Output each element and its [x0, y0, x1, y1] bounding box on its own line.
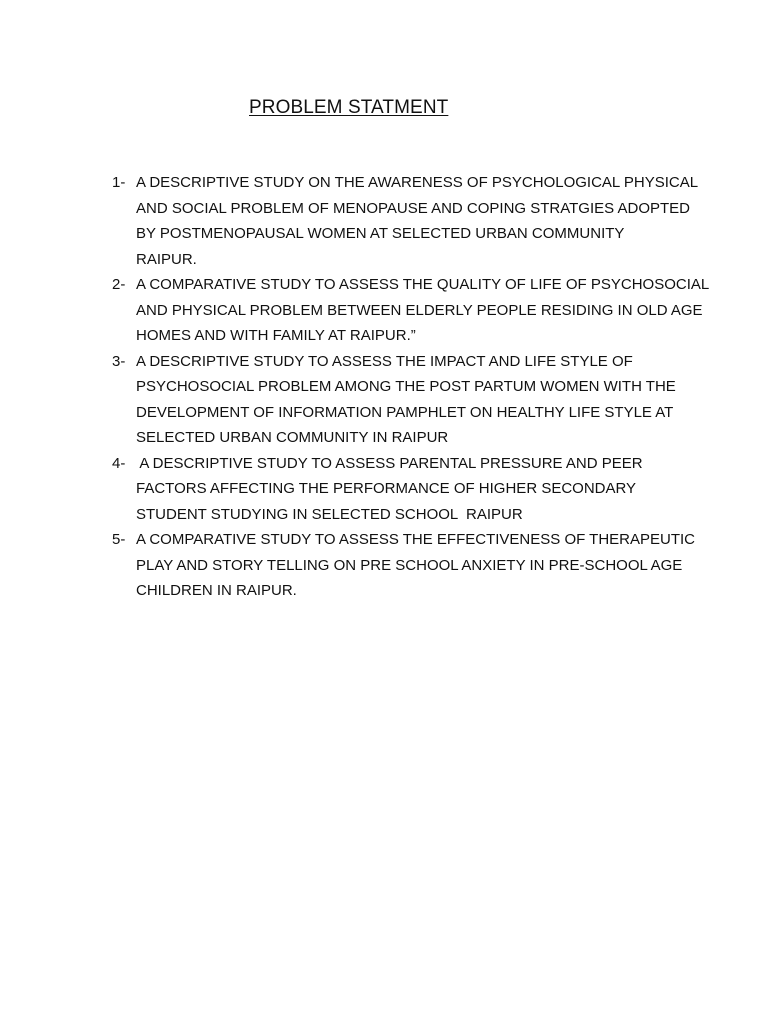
list-item — [112, 272, 710, 349]
list-item — [112, 170, 699, 272]
page-title: PROBLEM STATMENT — [249, 97, 449, 118]
item-number: 4- — [112, 454, 126, 472]
item-text-line: PSYCHOSOCIAL PROBLEM AMONG THE POST PARTUM WOMEN WITH THE — [136, 378, 676, 395]
item-text-line: A DESCRIPTIVE STUDY TO ASSESS PARENTAL PRESSURE AND PEER — [136, 454, 643, 472]
item-text-line: DEVELOPMENT OF INFORMATION PAMPHLET ON HEALTHY LIFE STYLE AT — [136, 403, 674, 421]
item-number: 3- — [112, 352, 126, 370]
item-number: 5- — [112, 531, 126, 548]
item-text-line: PLAY AND STORY TELLING ON PRE SCHOOL ANXIETY IN PRE-SCHOOL AGE — [136, 556, 683, 574]
item-text-line: HOMES AND WITH FAMILY AT RAIPUR.” — [136, 327, 416, 344]
item-text-line: A DESCRIPTIVE STUDY ON THE AWARENESS OF PSYCHOLOGICAL PHYSICAL — [136, 174, 699, 191]
item-text-line: AND PHYSICAL PROBLEM BETWEEN ELDERLY PEOPLE RESIDING IN OLD AGE — [136, 301, 703, 319]
list-item — [112, 451, 692, 528]
list-item — [112, 527, 696, 604]
item-text-line: STUDENT STUDYING IN SELECTED SCHOOL RAIPUR — [136, 505, 523, 523]
item-text-line: A COMPARATIVE STUDY TO ASSESS THE QUALITY OF LIFE OF PSYCHOSOCIAL — [136, 276, 710, 293]
item-text-line: A DESCRIPTIVE STUDY TO ASSESS THE IMPACT AND LIFE STYLE OF — [136, 352, 633, 370]
list-item — [112, 349, 692, 451]
item-number: 1- — [112, 174, 126, 191]
problem-statement-list — [112, 170, 710, 604]
item-text-line: RAIPUR. — [136, 250, 197, 268]
item-text-line: CHILDREN IN RAIPUR. — [136, 582, 297, 599]
item-text-line: AND SOCIAL PROBLEM OF MENOPAUSE AND COPING STRATGIES ADOPTED — [136, 199, 690, 217]
item-text-line: FACTORS AFFECTING THE PERFORMANCE OF HIGHER SECONDARY — [136, 480, 637, 497]
item-text-line: A COMPARATIVE STUDY TO ASSESS THE EFFECTIVENESS OF THERAPEUTIC — [136, 531, 696, 548]
item-text-line: SELECTED URBAN COMMUNITY IN RAIPUR — [136, 429, 449, 446]
item-text-line: BY POSTMENOPAUSAL WOMEN AT SELECTED URBAN COMMUNITY — [136, 225, 625, 242]
item-number: 2- — [112, 276, 126, 293]
